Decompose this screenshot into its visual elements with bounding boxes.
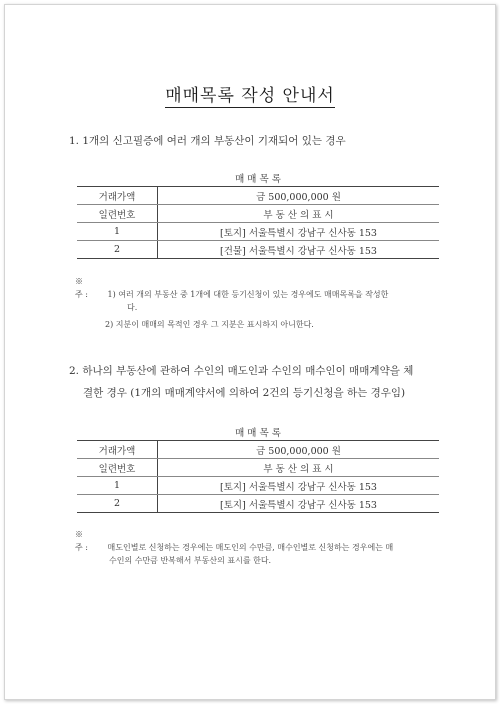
row-number: 2 bbox=[77, 495, 158, 513]
note-1-line-b: 다. bbox=[127, 303, 138, 312]
section2-sales-list-table bbox=[77, 423, 439, 513]
document-page bbox=[4, 4, 496, 700]
section2-heading bbox=[69, 363, 441, 401]
price-value: 금 500,000,000 원 bbox=[158, 441, 440, 459]
table-row bbox=[77, 223, 439, 241]
serial-label: 일련번호 bbox=[77, 459, 158, 477]
property-header: 부 동 산 의 표 시 bbox=[158, 459, 440, 477]
section1-heading: 1. 1개의 신고필증에 여러 개의 부동산이 기재되어 있는 경우 bbox=[69, 135, 346, 147]
row-property: [토지] 서울특별시 강남구 신사동 153 bbox=[158, 223, 440, 241]
row-number: 1 bbox=[77, 223, 158, 241]
note-1-line-a: 1) 여러 개의 부동산 중 1개에 대한 등기신청이 있는 경우에도 매매목록을 작성한 bbox=[107, 290, 389, 299]
document-title: 매매목록 작성 안내서 bbox=[165, 86, 335, 106]
row-property: [토지] 서울특별시 강남구 신사동 153 bbox=[158, 477, 440, 495]
serial-label: 일련번호 bbox=[77, 205, 158, 223]
table-header: 매 매 목 록 bbox=[77, 169, 439, 187]
table-row bbox=[77, 241, 439, 259]
property-header: 부 동 산 의 표 시 bbox=[158, 205, 440, 223]
note-mark: ※ 주 : bbox=[75, 277, 88, 299]
price-label: 거래가액 bbox=[77, 441, 158, 459]
row-property: [토지] 서울특별시 강남구 신사동 153 bbox=[158, 495, 440, 513]
note-2: 2) 지분이 매매의 목적인 경우 그 지분은 표시하지 아니한다. bbox=[105, 320, 314, 329]
document-title-wrap bbox=[5, 81, 495, 106]
table-row bbox=[77, 495, 439, 513]
table-header: 매 매 목 록 bbox=[77, 423, 439, 441]
price-label: 거래가액 bbox=[77, 187, 158, 205]
row-property: [건물] 서울특별시 강남구 신사동 153 bbox=[158, 241, 440, 259]
section1-notes bbox=[75, 275, 441, 331]
section2-heading-line2: 결한 경우 (1개의 매매계약서에 의하여 2건의 등기신청을 하는 경우임) bbox=[83, 387, 406, 399]
row-number: 1 bbox=[77, 477, 158, 495]
note-line-1: 매도인별로 신청하는 경우에는 매도인의 수만큼, 매수인별로 신청하는 경우에는 매 bbox=[107, 543, 394, 552]
note-mark: ※ 주 : bbox=[75, 530, 88, 552]
section2-heading-line1: 2. 하나의 부동산에 관하여 수인의 매도인과 수인의 매수인이 매매계약을 체 bbox=[69, 365, 414, 377]
table-row bbox=[77, 477, 439, 495]
note-line-2: 수인의 수만큼 반복해서 부동산의 표시를 한다. bbox=[109, 556, 272, 565]
section2-notes bbox=[75, 528, 441, 567]
section1-sales-list-table bbox=[77, 169, 439, 259]
price-value: 금 500,000,000 원 bbox=[158, 187, 440, 205]
row-number: 2 bbox=[77, 241, 158, 259]
